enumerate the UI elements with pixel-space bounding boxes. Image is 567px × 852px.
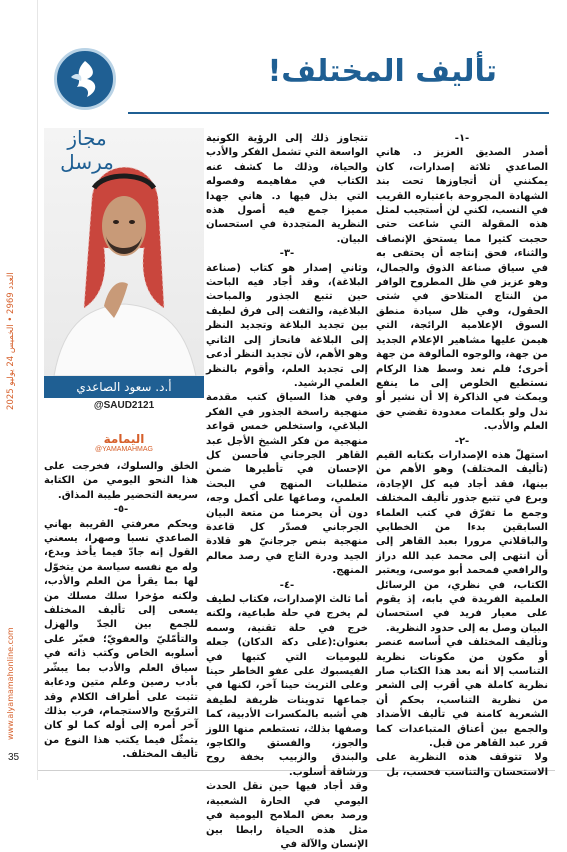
paragraph: استهلّ هذه الإصدارات بكتابه القيم (تأليف المختلف) وهو الأهم من بينها، فقد أجاد فيه كل الإجادة، وبرع في تتبع جذور تأليف المختلف وجمع ما تفرّق في كتب العلماء السابقين بدءا من الخطابي والباقلاني مرورا بعبد القاهر إلى أن انتهى إلى محمد عبد الله دراز والرافعي فمحمد أبو موسى، ويعتبر الكتاب، في نظري، من الرسائل العلمية الفريدة في بابه، إذ يقوم على معيار فريد في استحسان البيان وصل به إلى حدود النظرية. — [376, 449, 548, 634]
paragraph: وتأليف المختلف في أساسه عنصر أو مكون من مكونات نظرية التناسب إلا أنه بعد هذا الكتاب صار نظرية كاملة هي أقرب إلى الشعر من نظرية التناسب، بحكم أن الشعرية كامنة في تأليف الأضداد والجمع بين أعناق المتباعدات كما قرر عبد القاهر من قبل. — [376, 637, 548, 750]
paragraph: تتجاوز ذلك إلى الرؤية الكونية الواسعة التي تشمل الفكر والأدب والحياة، وذلك ما كشف عنه الكتاب في مفاهيمه وفصوله التي بذل فيها د. هاني جهدا مميزا جمع فيه أصول هذه النظرية المتجددة في استحسان البيان. — [206, 133, 368, 245]
section-number: -٥- — [113, 504, 129, 516]
paragraph: ولا تتوقف هذه النظرية على الاستحسان والتناسب فحسب، بل — [376, 752, 548, 778]
section-number: -٣- — [279, 248, 295, 260]
section-number: -١- — [454, 133, 470, 144]
section-number: -٢- — [454, 435, 470, 447]
article-column-right — [376, 132, 548, 778]
paragraph: وبحكم معرفتي القريبة بهاني الصاعدي نسبا وصهرا، يسعني القول إنه جادّ فيما يأخذ ويدع، وله مع نفسه سياسة من يتخوّل لها بما يقرأ من العلم والأدب، ولكنه مؤخرا سلك مسلك من يسعى إلى تأليف المختلف للجمع بين الجدّ والهزل والتأمّليّ والعفويّ؛ فعبّر على أسلوبه الخاص وكتب ذاته في سياق العلم والأدب بما يبشّر بأدب رصين وعلم متين ودعابة تثبت على أطراف الكلام وقد التروّيح والاستجمام، فرب بذلك آخر أمره إلى أوله كما لو كان يتمثّل فيما يكتب هذا النوع من تأليف المختلف. — [44, 518, 198, 761]
magazine-logo: اليمامة — [103, 432, 145, 446]
paragraph: وثاني إصدار هو كتاب (صناعة البلاغة)، وقد أجاد فيه الباحث حين تتبع الجذور والمباحث البلاغية، والتفت إلى فرق لطيف بين تجديد البلاغة وتجديد النظر إلى البلاغة فانحاز إلى الثاني وهو الأهم، لأن تجديد النظر أدعى إلى تجديد العلم، وأقوم بالنظر العلمي الرشيد. — [206, 262, 368, 389]
author-name: أ.د. سعود الصاعدي — [44, 376, 204, 398]
paragraph: وقد أجاد فيها حين نقل الحدث اليومي في الحارة الشعبية، ورصد بعض الملامح اليومية في مثل هذه الحياة رابطا بين الإنسان والآلة في — [206, 781, 368, 850]
yamamah-swirl-logo-icon — [54, 48, 116, 110]
column-section-label: مجاز مرسل — [60, 126, 114, 174]
author-twitter-handle[interactable]: @SAUD2121 — [93, 400, 155, 411]
paragraph: أما ثالث الإصدارات، فكتاب لطيف لم يخرج في حلة طباعية، ولكنه خرج في حلة تقنية، وسمه بعنوان:(على دكة الدكان) جعله لليوميات التي كتبها في الفيسبوك على عفو الخاطر حينا وعلى التريث حينا آخر، لكنها في جماعها تدوينات ظريفة لطيفة هي أشبه بالمكسرات الأدبية، كما وصفها بذلك، تستطعم منها اللوز والجوز، والفستق والكاجو، والبندق والزبيب بخفة روح ورشاقة أسلوب. — [206, 594, 368, 778]
article-column-left — [44, 460, 198, 764]
article-column-middle — [206, 132, 368, 850]
paragraph: وفي هذا السياق كتب مقدمة منهجية راسخة الجذور في الفكر البلاغي، واستخلص خمس قواعد منهجية من فكر الشيخ الأجل عبد القاهر الجرجاني فأحسن كل الإحسان في تأطيرها ضمن متطلبات المنهج في البحث العلمي، وصاغها على أكمل وجه، دون أن يحرمنا من متعة البيان الجرجاني فصدّر كل قاعدة منهجية بنص جرجانيّ هو قلادة الجيد ودرة التاج في رصد معالم المنهج. — [206, 392, 368, 577]
issue-info: العدد 2969 • الخميس 24 يوليو 2025 — [6, 272, 16, 410]
title-divider — [128, 112, 549, 114]
paragraph: أصدر الصديق العزيز د. هاني الصاعدي ثلاثة إصدارات، كان يمكنني أن أتجاوزها تحت بند الشهادة المجروحة باعتباره القريب في النسب، لكني لن أستجيب لمثل هذه المقولة التي شاعت حتى حجبت كثيرا مما يستحق الإنصاف والثناء، فحق إنتاجه أن يحتفى به في سياق صناعة الذوق والجمال، وهو عزيز في ظل المطروح الوافر من النتاج المتلاحق في شتى الحقول، وفي ظل سيادة منطق السوق الإعلامية الرائجة، التي هيمن عليها مشاهير الإعلام الجديد من جهة، والوجوه المألوفة من جهة أخرى؛ فلم نعد وسط هذا الركام نستطيع الخلوص إلى ما ينفع ويمكث في الذاكرة إلا أن نشير أو ندل ولو بكلمات معدودة تقضي حق العلم والأدب. — [376, 147, 548, 433]
edge-strip — [0, 0, 38, 780]
article-title: تأليف المختلف! — [267, 54, 497, 89]
page-number: 35 — [8, 752, 20, 763]
section-number: -٤- — [279, 579, 295, 591]
paragraph: الخلق والسلوك، فخرجت على هذا النحو اليومي من الكتابة سريعة التحضير طيبة المذاق. — [44, 461, 198, 501]
website-url[interactable]: www.alyamamahonline.com — [6, 627, 15, 740]
magazine-handle[interactable]: @YAMAMAHMAG — [95, 446, 153, 453]
